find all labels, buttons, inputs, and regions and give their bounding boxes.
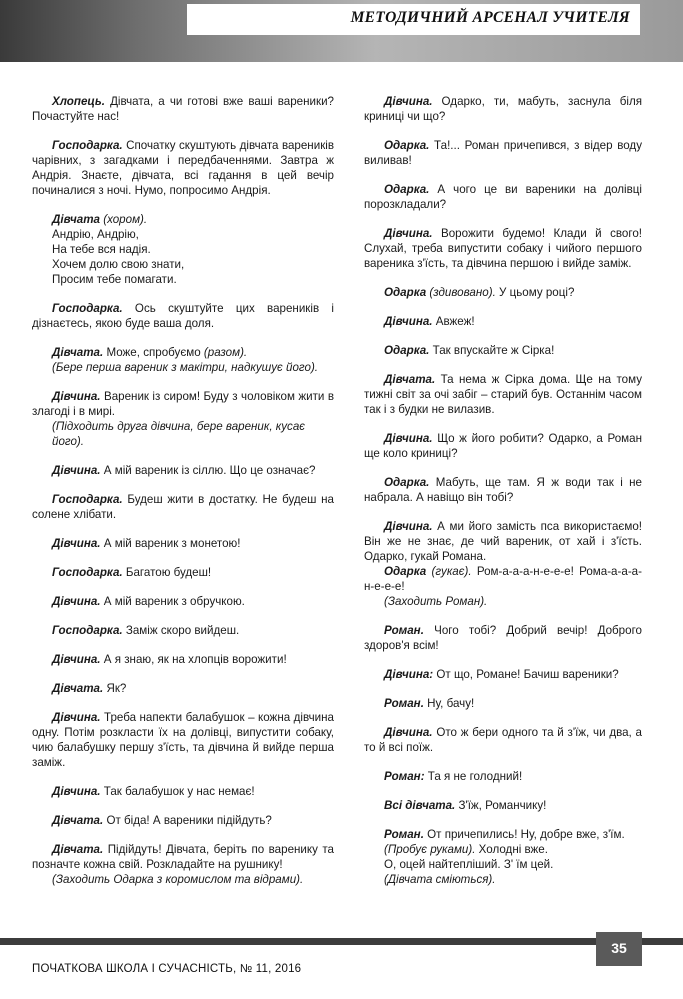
dialogue-line	[364, 94, 642, 124]
dialogue-block	[364, 285, 642, 300]
dialogue-block	[32, 784, 334, 799]
speaker-name: Дівчина.	[384, 726, 433, 739]
speaker-name: Дівчина.	[384, 95, 433, 108]
dialogue-line	[32, 784, 334, 799]
dialogue-block	[32, 94, 334, 124]
dialogue-block	[364, 182, 642, 212]
dialogue-block	[32, 301, 334, 331]
speech-text: Та!... Роман причепився, з відер воду виливав!	[364, 139, 642, 167]
dialogue-block	[364, 94, 642, 124]
speaker-name: Хлопець.	[52, 95, 105, 108]
speaker-name: Дівчина.	[52, 785, 101, 798]
dialogue-line	[32, 710, 334, 770]
dialogue-line	[32, 345, 334, 360]
dialogue-line	[364, 285, 642, 300]
speech-text: З'їж, Романчику!	[455, 799, 547, 812]
speech-text: Ром-а-а-а-н-е-е-е! Рома-а-а-а-н-е-е-е!	[364, 565, 642, 593]
speech-text: Одарко, ти, мабуть, заснула біля криниці чи що?	[364, 95, 642, 123]
stage-direction: (хором).	[99, 213, 148, 226]
stage-direction: (Дівчата сміються).	[384, 873, 496, 886]
continuation-line	[364, 842, 642, 857]
dialogue-line	[32, 652, 334, 667]
dialogue-line	[364, 827, 642, 842]
dialogue-line	[364, 475, 642, 505]
speech-text: А мій вареник з монетою!	[100, 537, 241, 550]
dialogue-block	[32, 813, 334, 828]
speech-text: Треба напекти балабушок – кожна дівчина одну. Потім розкласти їх на долівці, випустити собаку, чию балабушку першу з'їсть, та дівчина й вийде перша заміж.	[32, 711, 334, 769]
speech-text: Може, спробуємо	[103, 346, 204, 359]
speech-text: Так впускайте ж Сірка!	[429, 344, 555, 357]
speaker-name: Дівчата.	[52, 682, 104, 695]
dialogue-block	[364, 475, 642, 505]
verse-line: Андрію, Андрію,	[52, 228, 139, 241]
speaker-name: Роман:	[384, 770, 425, 783]
speech-text: От причепились! Ну, добре вже, з'їм.	[423, 828, 625, 841]
dialogue-line	[364, 769, 642, 784]
dialogue-line	[364, 138, 642, 168]
dialogue-line	[32, 138, 334, 198]
dialogue-line	[364, 667, 642, 682]
stage-direction: (Заходить Роман).	[384, 595, 488, 608]
speech-text: От біда! А вареники підійдуть?	[103, 814, 272, 827]
speaker-name: Одарка.	[384, 344, 430, 357]
dialogue-block	[32, 565, 334, 580]
dialogue-line	[32, 212, 334, 227]
stage-direction: (Підходить друга дівчина, бере вареник, кусає його).	[52, 420, 306, 448]
header-title-box	[187, 4, 640, 35]
stage-direction: (здивовано).	[426, 286, 496, 299]
dialogue-block	[364, 725, 642, 755]
speech-text: Як?	[103, 682, 127, 695]
speaker-name: Одарка.	[384, 476, 430, 489]
speech-text: Що ж його робити? Одарко, а Роман ще коло криниці?	[364, 432, 642, 460]
dialogue-block	[32, 710, 334, 770]
right-column	[364, 94, 642, 901]
dialogue-block	[364, 798, 642, 813]
dialogue-line	[32, 842, 334, 872]
footer-rule	[0, 938, 683, 945]
dialogue-block	[364, 667, 642, 682]
dialogue-line	[32, 492, 334, 522]
speech-text: О, оцей найтепліший. З' їм цей.	[384, 858, 554, 871]
speaker-name: Дівчина.	[52, 464, 101, 477]
speaker-name: Дівчина.	[384, 520, 433, 533]
dialogue-line	[364, 623, 642, 653]
dialogue-block	[364, 343, 642, 358]
dialogue-line	[32, 536, 334, 551]
speaker-name: Роман.	[384, 828, 424, 841]
speech-text: Та нема ж Сірка дома. Ще на тому тижні світ за очі забіг – старий був. Останнім часом так і з будки не вилазив.	[364, 373, 642, 416]
speaker-name: Дівчата.	[52, 346, 104, 359]
speaker-name: Дівчина.	[384, 315, 433, 328]
dialogue-block	[32, 463, 334, 478]
dialogue-block	[364, 314, 642, 329]
speaker-name: Господарка.	[52, 624, 123, 637]
verse-line: На тебе вся надія.	[52, 243, 151, 256]
dialogue-line	[32, 565, 334, 580]
journal-footer: ПОЧАТКОВА ШКОЛА І СУЧАСНІСТЬ, № 11, 2016	[32, 963, 302, 975]
dialogue-line	[364, 226, 642, 271]
dialogue-line	[364, 182, 642, 212]
speaker-name: Дівчина.	[52, 595, 101, 608]
speech-text: Так балабушок у нас немає!	[100, 785, 255, 798]
dialogue-line	[364, 372, 642, 417]
stage-direction: (гукає).	[426, 565, 472, 578]
verse-line: Просим тебе помагати.	[52, 273, 177, 286]
speech-text: Авжеж!	[432, 315, 475, 328]
speech-text: А я знаю, як на хлопців ворожити!	[100, 653, 287, 666]
stage-direction: (Бере перша вареник з макітри, надкушує його).	[52, 361, 319, 374]
dialogue-block	[364, 696, 642, 711]
dialogue-line	[32, 594, 334, 609]
dialogue-line	[364, 725, 642, 755]
speaker-name: Дівчина:	[384, 668, 434, 681]
dialogue-block	[364, 372, 642, 417]
speaker-name: Дівчата.	[384, 373, 436, 386]
dialogue-block	[32, 389, 334, 449]
dialogue-line	[32, 463, 334, 478]
dialogue-line	[364, 343, 642, 358]
speech-text: Мабуть, ще там. Я ж води так і не набрала. А навіщо він тобі?	[364, 476, 642, 504]
speech-text: Ото ж бери одного та й з'їж, чи два, а то й всі поїж.	[364, 726, 642, 754]
speech-text: А мій вареник із сіллю. Що це означає?	[100, 464, 316, 477]
dialogue-block	[364, 431, 642, 461]
speech-text: Заміж скоро вийдеш.	[122, 624, 240, 637]
speech-text: Чого тобі? Добрий вечір! Доброго здоров'я всім!	[364, 624, 642, 652]
speech-text: Дівчата, а чи готові вже ваші вареники? Почастуйте нас!	[32, 95, 334, 123]
dialogue-line	[364, 798, 642, 813]
speaker-name: Дівчина.	[52, 537, 101, 550]
speaker-name: Всі дівчата.	[384, 799, 456, 812]
dialogue-block	[364, 226, 642, 271]
dialogue-block	[364, 623, 642, 653]
continuation-line	[364, 857, 642, 872]
dialogue-block	[32, 594, 334, 609]
speaker-name: Дівчина.	[384, 432, 433, 445]
speaker-name: Дівчата	[52, 213, 100, 226]
dialogue-line	[364, 314, 642, 329]
dialogue-line	[32, 94, 334, 124]
dialogue-block	[32, 652, 334, 667]
dialogue-block	[32, 681, 334, 696]
stage-direction: (Заходить Одарка з коромислом та відрами).	[52, 873, 304, 886]
dialogue-line	[364, 431, 642, 461]
verse-line: Хочем долю свою знати,	[52, 258, 185, 271]
dialogue-block	[32, 842, 334, 887]
dialogue-block	[364, 138, 642, 168]
speaker-name: Дівчина.	[52, 711, 101, 724]
speech-text: Вареник із сиром! Буду з чоловіком жити в злагоді і в мирі.	[32, 390, 334, 418]
dialogue-line	[364, 696, 642, 711]
speaker-name: Дівчина.	[384, 227, 433, 240]
dialogue-line	[32, 813, 334, 828]
dialogue-line	[364, 564, 642, 594]
speaker-name: Одарка	[384, 286, 427, 299]
speech-text: А мій вареник з обручкою.	[100, 595, 245, 608]
speech-text: Ось скуштуйте цих вареників і дізнаєтесь, якою буде ваша доля.	[32, 302, 334, 330]
dialogue-line	[32, 389, 334, 419]
speech-text: У цьому році?	[495, 286, 575, 299]
dialogue-block	[32, 345, 334, 375]
speaker-name: Дівчина.	[52, 653, 101, 666]
dialogue-block	[32, 138, 334, 198]
speaker-name: Одарка.	[384, 139, 430, 152]
speech-text: А ми його замість пса використаємо! Він же не знає, де чий вареник, от хай і з'їсть. Одарко, гукай Романа.	[364, 520, 642, 563]
speech-text: Ворожити будемо! Клади й свого! Слухай, треба випустити собаку і чийого першого вареника з'їсть, та дівчина першою і вийде заміж.	[364, 227, 642, 270]
speech-text: Багатою будеш!	[122, 566, 212, 579]
dialogue-line	[32, 623, 334, 638]
dialogue-line	[32, 301, 334, 331]
page-number-box	[596, 932, 642, 966]
stage-direction: (Пробує руками).	[384, 843, 476, 856]
page-number: 35	[611, 940, 627, 956]
speaker-name: Одарка	[384, 565, 427, 578]
section-title: МЕТОДИЧНИЙ АРСЕНАЛ УЧИТЕЛЯ	[350, 9, 630, 26]
dialogue-block	[32, 623, 334, 638]
dialogue-block	[364, 519, 642, 609]
left-column	[32, 94, 334, 901]
dialogue-line	[32, 681, 334, 696]
speaker-name: Дівчата.	[52, 814, 104, 827]
speech-text: Та я не голодний!	[424, 770, 523, 783]
speech-text: Підійдуть! Дівчата, беріть по варенику та позначте кожна свій. Розкладайте на рушнику!	[32, 843, 334, 871]
speech-text: От що, Романе! Бачиш вареники?	[433, 668, 619, 681]
speaker-name: Дівчина.	[52, 390, 101, 403]
dialogue-block	[32, 536, 334, 551]
dialogue-block	[364, 769, 642, 784]
dialogue-block	[364, 827, 642, 887]
speaker-name: Одарка.	[384, 183, 430, 196]
speaker-name: Роман.	[384, 697, 424, 710]
dialogue-block	[32, 492, 334, 522]
dialogue-line	[364, 519, 642, 564]
speaker-name: Господарка.	[52, 302, 123, 315]
speaker-name: Роман.	[384, 624, 424, 637]
stage-direction: (разом).	[203, 346, 248, 359]
speech-text: Ну, бачу!	[423, 697, 475, 710]
speaker-name: Господарка.	[52, 139, 123, 152]
speaker-name: Господарка.	[52, 566, 123, 579]
speech-text: Будеш жити в достатку. Не будеш на солене хлібати.	[32, 493, 334, 521]
speaker-name: Дівчата.	[52, 843, 104, 856]
dialogue-block	[32, 212, 334, 287]
speaker-name: Господарка.	[52, 493, 123, 506]
continuation-line	[364, 872, 642, 887]
speech-text: Холодні вже.	[475, 843, 548, 856]
speech-text: А чого це ви вареники на долівці порозкладали?	[364, 183, 642, 211]
speech-text: Спочатку скуштують дівчата вареників чарівних, з загадками і передбаченнями. Завтра ж Андрія. Знаєте, дівчата, всі гадання в цей вечір починалися з ночі. Нумо, попросимо Андрія.	[32, 139, 334, 197]
